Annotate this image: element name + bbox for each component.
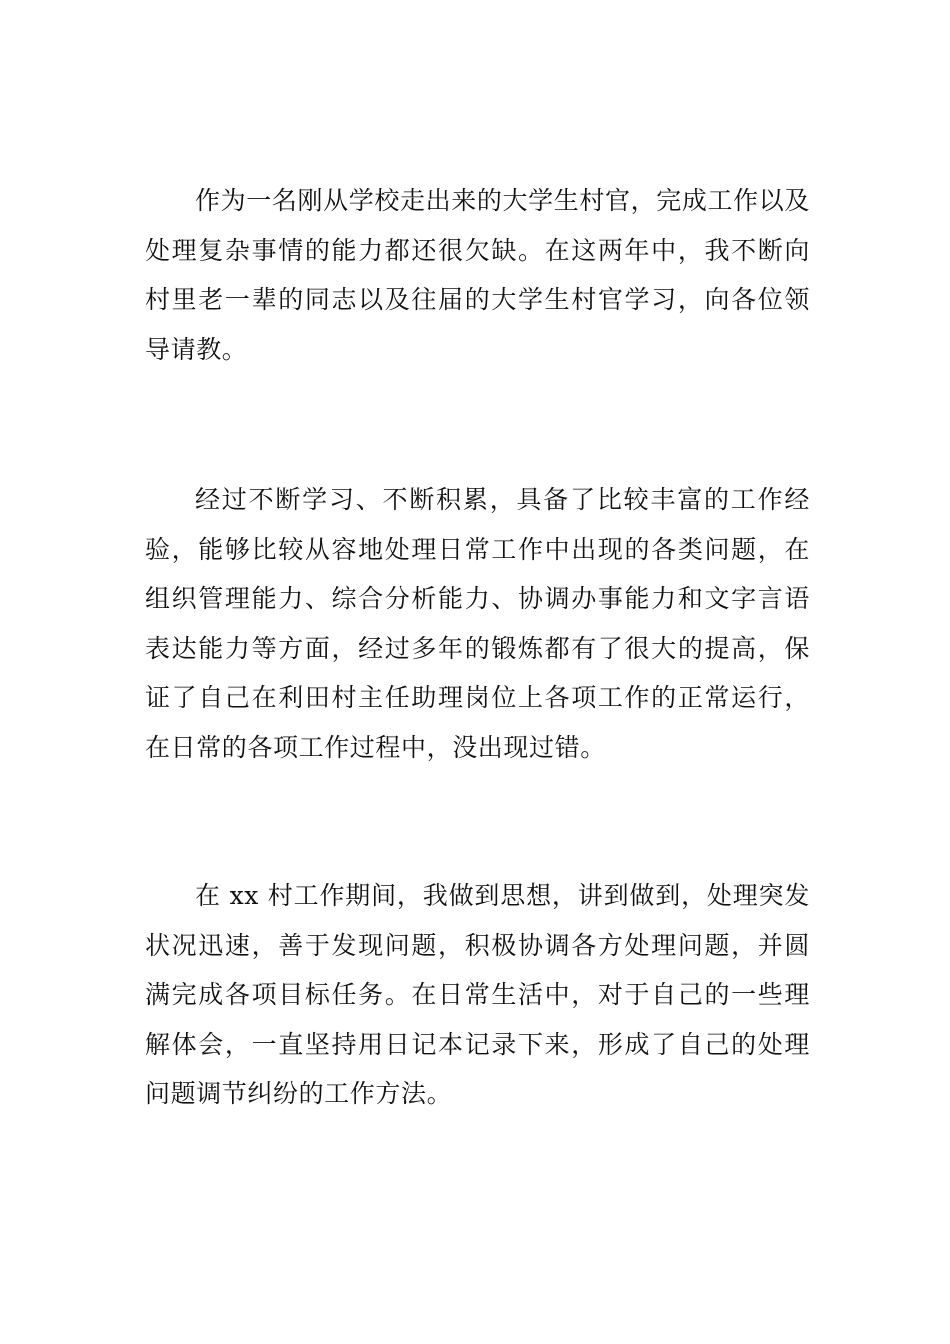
paragraph-3: 在 xx 村工作期间，我做到思想，讲到做到，处理突发状况迅速，善于发现问题，积极协调各方处理问题，并圆满完成各项目标任务。在日常生活中，对于自己的一些理解体会，一直坚持用日记本记录下来，形成了自己的处理问题调节纠纷的工作方法。 bbox=[145, 881, 810, 1108]
paragraph-1: 作为一名刚从学校走出来的大学生村官，完成工作以及处理复杂事情的能力都还很欠缺。在这两年中，我不断向村里老一辈的同志以及往届的大学生村官学习，向各位领导请教。 bbox=[145, 186, 810, 364]
paragraph-2: 经过不断学习、不断积累，具备了比较丰富的工作经验，能够比较从容地处理日常工作中出现的各类问题，在组织管理能力、综合分析能力、协调办事能力和文字言语表达能力等方面，经过多年的锻炼都有了很大的提高，保证了自己在利田村主任助理岗位上各项工作的正常运行，在日常的各项工作过程中，没出现过错。 bbox=[145, 485, 810, 762]
